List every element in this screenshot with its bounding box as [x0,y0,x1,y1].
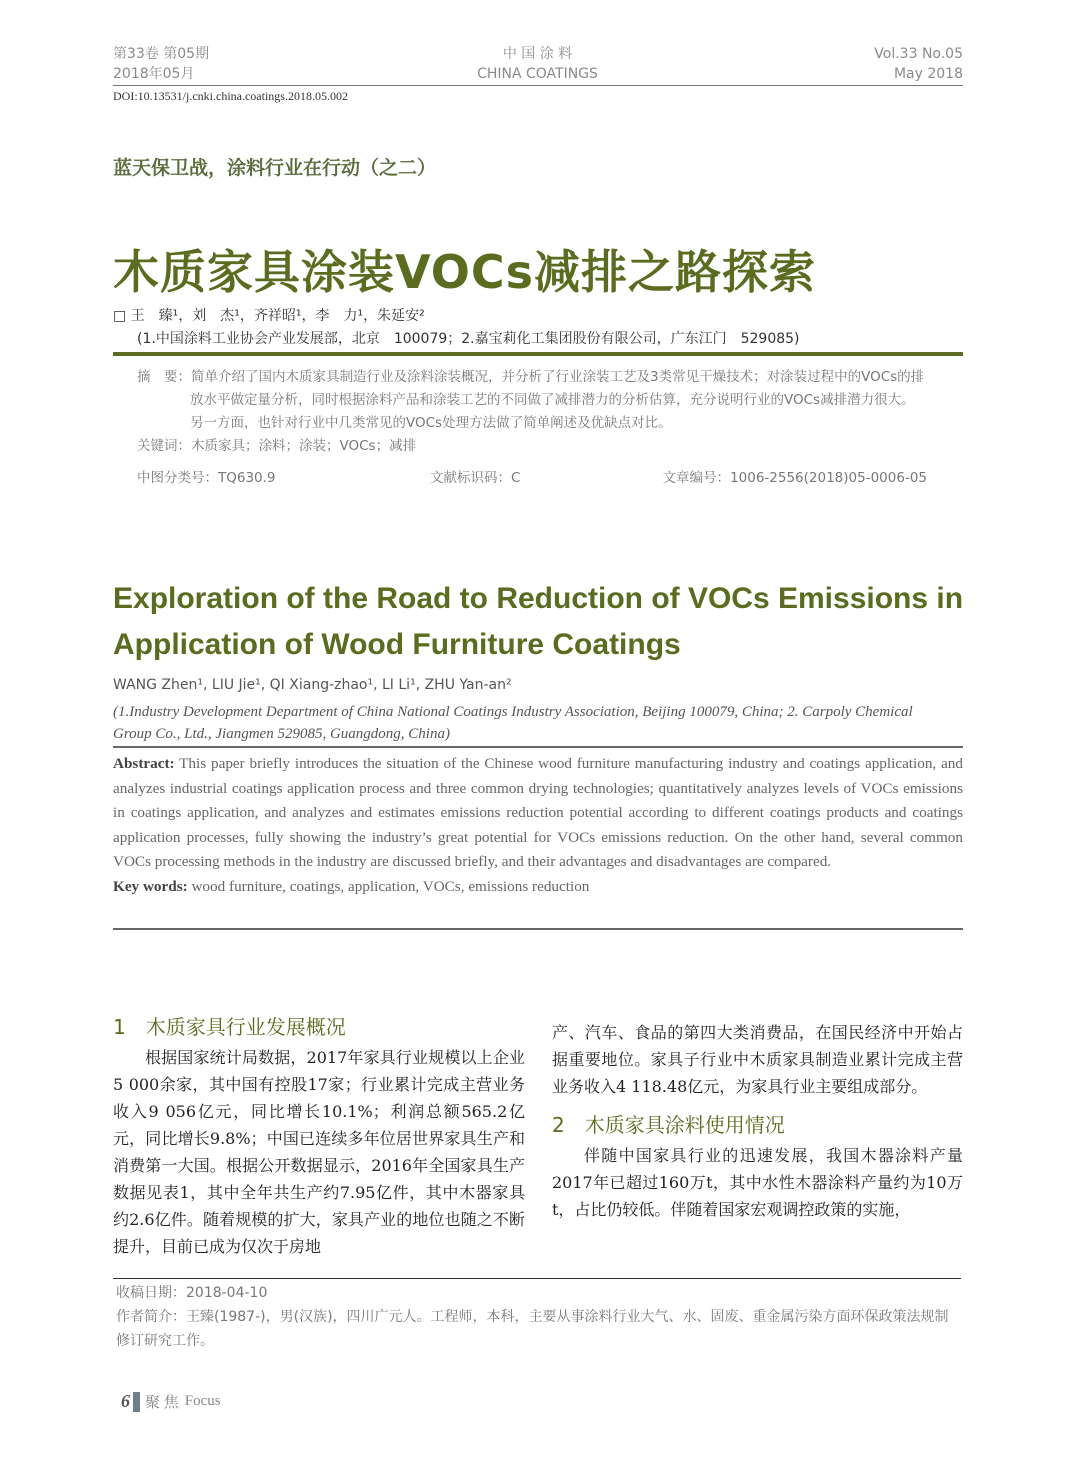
issue-date: 2018年05月 [113,66,195,82]
classification-number: 中图分类号：TQ630.9 [137,470,276,486]
abstract-bottom-rule [113,928,963,930]
footnote-rule [113,1278,961,1279]
keywords-cn: 关键词：木质家具；涂料；涂装；VOCs；减排 [137,438,417,454]
doi: DOI:10.13531/j.cnki.china.coatings.2018.05.002 [113,89,348,103]
footnote [116,1281,961,1353]
affiliation-en: (1.Industry Development Department of China National Coatings Industry Association, Beijing 100079, China; 2. Carpoly Chemical Group Co., Ltd., Jiangmen 529085, Guangdong, China) [113,704,913,742]
volume-en: Vol.33 No.05 [874,46,963,62]
column-left [113,1012,525,1260]
section-2-text: 伴随中国家具行业的迅速发展，我国木器涂料产量2017年已超过160万t，其中水性木器涂料产量约为10万t，占比仍较低。伴随着国家宏观调控政策的实施， [552,1146,963,1219]
journal-name-cn: 中 国 涂 料 [502,46,573,62]
title-en-line2: Application of Wood Furniture Coatings [113,628,681,661]
affiliation-cn: (1.中国涂料工业协会产业发展部，北京 100079；2.嘉宝莉化工集团股份有限公司，广东江门 529085) [137,331,800,347]
section-1-heading: 1 木质家具行业发展概况 [113,1015,346,1039]
page-footer [121,1391,221,1412]
header-center [430,44,645,84]
keywords-en-label: Key words: [113,877,188,895]
abstract-top-rule [113,746,963,748]
column-title: 蓝天保卫战，涂料行业在行动（之二） [113,157,437,179]
received-date: 收稿日期：2018-04-10 [116,1285,268,1301]
page-number: 6 [121,1391,130,1411]
title-cn: 木质家具涂装VOCs减排之路探索 [113,245,817,299]
section-1-text-part2: 产、汽车、食品的第四大类消费品，在国民经济中开始占据重要地位。家具子行业中木质家具制造业累计完成主营业务收入4 118.48亿元，为家具行业主要组成部分。 [552,1023,963,1096]
header-right [874,44,963,84]
section-2-heading: 2 木质家具涂料使用情况 [552,1113,785,1137]
footer-bar [133,1392,140,1412]
title-rule [113,352,963,356]
column-right [552,1019,963,1223]
footer-section-en: Focus [184,1393,221,1409]
document-code: 文献标识码：C [430,470,521,486]
date-en: May 2018 [893,66,963,82]
abstract-en-label: Abstract: [113,755,175,772]
keywords-en-text: wood furniture, coatings, application, VOCs, emissions reduction [187,877,590,895]
volume-issue: 第33卷 第05期 [113,46,210,62]
author-bio: 作者简介：王臻(1987-)，男(汉族)，四川广元人。工程师，本科，主要从事涂料行业大气、水、固废、重金属污染方面环保政策法规制修订研究工作。 [116,1309,949,1349]
journal-name-en: CHINA COATINGS [477,66,598,82]
section-1-text-part1: 根据国家统计局数据，2017年家具行业规模以上企业5 000余家，其中国有控股17家；行业累计完成主营业务收入9 056亿元，同比增长10.1%；利润总额565.2亿元，同比增长9.8%；中国已连续多年位居世界家具生产和消费第一大国。根据公开数据显示，2016年全国家具生产数据见表1，其中全年共生产约7.95亿件，其中木器家具约2.6亿件。随着规模的扩大，家具产业的地位也随之不断提升，目前已成为仅次于房地 [113,1048,525,1256]
abstract-en [113,752,963,899]
abstract-cn [137,366,927,458]
article-number: 文章编号：1006-2556(2018)05-0006-05 [662,470,927,486]
header-left [113,44,209,84]
header-rule [113,85,963,86]
abstract-cn-label: 摘 要： [137,369,191,385]
authors-en: WANG Zhen¹, LIU Jie¹, QI Xiang-zhao¹, LI Li¹, ZHU Yan-an² [113,677,512,693]
title-en-line1: Exploration of the Road to Reduction of VOCs Emissions in [113,582,964,615]
abstract-cn-text: 简单介绍了国内木质家具制造行业及涂料涂装概况，并分析了行业涂装工艺及3类常见干燥技术；对涂装过程中的VOCs的排放水平做定量分析，同时根据涂料产品和涂装工艺的不同做了减排潜力的分析估算，充分说明行业的VOCs减排潜力很大。另一方面，也针对行业中几类常见的VOCs处理方法做了简单阐述及优缺点对比。 [190,369,925,431]
footer-section-cn: 聚 焦 [145,1395,179,1411]
authors-cn: □ 王 臻¹，刘 杰¹，齐祥昭¹，李 力¹，朱延安² [113,308,425,324]
title-en [113,576,963,668]
abstract-en-text: This paper briefly introduces the situation of the Chinese wood furniture manufacturing industry and coatings application, and analyzes industrial coatings application process and three common drying technologies; quantitatively analyzes levels of VOCs emissions in coatings application, and analyzes and estimates emissions reduction potential according to different coatings products and coatings application processes, fully showing the industry’s great potential for VOCs emissions reduction. On the other hand, several common VOCs processing methods in the industry are discussed briefly, and their advantages and disadvantages are compared. [113,755,963,870]
